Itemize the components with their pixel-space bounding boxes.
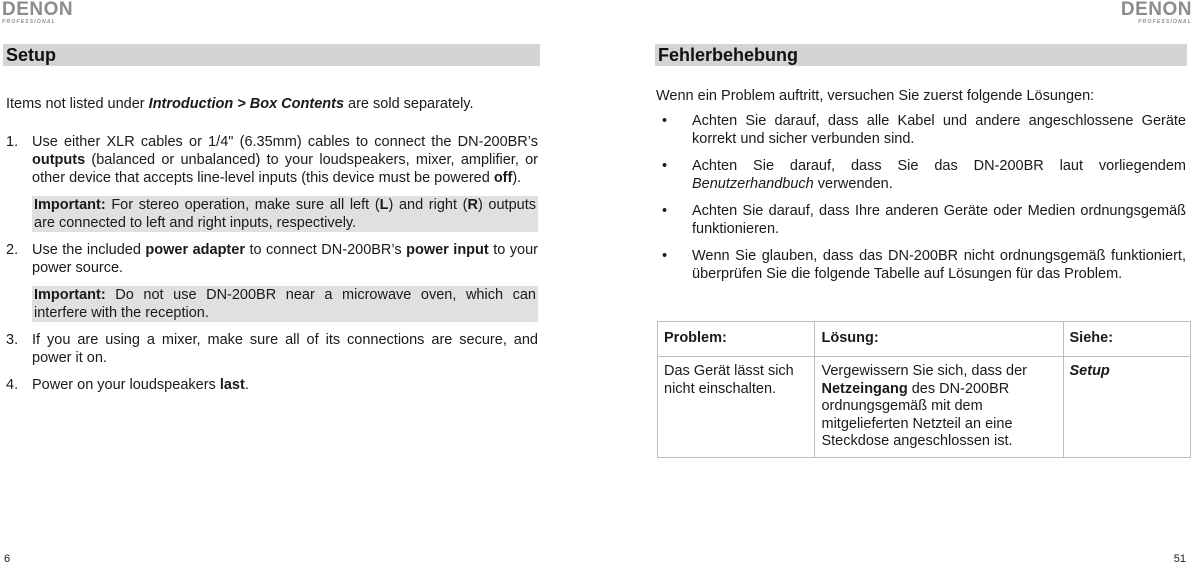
list-item: • Achten Sie darauf, dass alle Kabel und andere angeschlossene Geräte korrekt und sicher verbunden sind.	[662, 113, 1186, 147]
right-page	[596, 0, 1192, 565]
column-header-solution: Lösung:	[815, 322, 1063, 357]
troubleshooting-table	[657, 321, 1191, 458]
column-header-problem: Problem:	[658, 322, 815, 357]
table-row	[658, 357, 1191, 458]
troubleshooting-intro: Wenn ein Problem auftritt, versuchen Sie zuerst folgende Lösungen:	[656, 88, 1095, 104]
section-heading-fehlerbehebung: Fehlerbehebung	[655, 44, 1187, 66]
table-header-row	[658, 322, 1191, 357]
solution-cell: Vergewissern Sie sich, dass der Netzeingang des DN-200BR ordnungsgemäß mit dem mitgelieferten Netzteil an eine Steckdose angeschlossen ist.	[815, 357, 1063, 458]
setup-steps	[6, 133, 538, 403]
troubleshooting-list	[656, 112, 1186, 292]
denon-logo: DENON PROFESSIONAL	[2, 0, 74, 25]
page-number-right: 51	[1173, 553, 1186, 565]
setup-step-2: 2. Use the included power adapter to connect DN-200BR’s power input to your power source.	[6, 242, 539, 276]
list-item: • Wenn Sie glauben, dass das DN-200BR nicht ordnungsgemäß funktioniert, überprüfen Sie die folgende Tabelle auf Lösungen für das Problem.	[662, 248, 1186, 282]
setup-step-3: 3. If you are using a mixer, make sure all of its connections are secure, and power it on.	[6, 332, 538, 366]
important-note-stereo: Important: For stereo operation, make sure all left (L) and right (R) outputs are connected to left and right inputs, respectively.	[34, 197, 536, 231]
list-item: • Achten Sie darauf, dass Ihre anderen Geräte oder Medien ordnungsgemäß funktionieren.	[662, 203, 1186, 237]
setup-step-4: 4. Power on your loudspeakers last.	[6, 377, 249, 393]
denon-logo: DENON PROFESSIONAL	[1120, 0, 1192, 25]
page-number-left: 6	[4, 553, 11, 565]
see-cell: Setup	[1063, 357, 1190, 458]
section-heading-setup: Setup	[3, 44, 540, 66]
important-note-microwave: Important: Do not use DN-200BR near a microwave oven, which can interfere with the reception.	[34, 287, 536, 321]
column-header-see: Siehe:	[1063, 322, 1190, 357]
setup-step-1: 1. Use either XLR cables or 1/4" (6.35mm) cables to connect the DN-200BR’s outputs (balanced or unbalanced) to your loudspeakers, mixer, amplifier, or other device that accepts line-level inputs (this device must be powered off).	[6, 134, 538, 186]
list-item: • Achten Sie darauf, dass Sie das DN-200BR laut vorliegendem Benutzerhandbuch verwenden.	[662, 158, 1186, 192]
problem-cell: Das Gerät lässt sich nicht einschalten.	[658, 357, 815, 458]
setup-intro: Items not listed under Introduction > Box Contents are sold separately.	[6, 96, 474, 112]
